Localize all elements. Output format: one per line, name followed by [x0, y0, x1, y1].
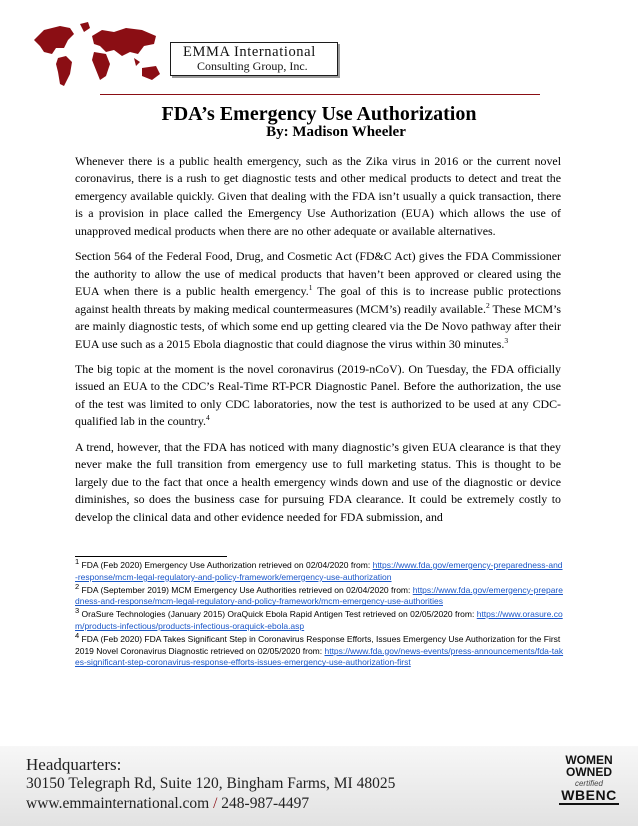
footnote-divider: [75, 556, 227, 557]
footnote-link[interactable]: https://www.fda.gov/news-events/press-announcements/fda-takes-significant-step-coronavirus-response-efforts-issues-emergency-use-authorization-first: [75, 645, 564, 668]
article-byline: By: Madison Wheeler: [266, 124, 406, 140]
badge-divider: [559, 803, 619, 805]
article-body: [75, 153, 561, 534]
paragraph: Section 564 of the Federal Food, Drug, and Cosmetic Act (FD&C Act) gives the FDA Commissioner the authority to allow the use of medical products that haven’t been approved or cleared using the EUA when there is a public health emergency.$^1$ The goal of this is to increase public protections against health threats by making medical countermeasures (MCM’s) readily available.$^2$ These MCM’s are mainly diagnostic tests, of which some end up getting cleared via the De Novo pathway after their EUA use such as a 2015 Ebola diagnostic that could diagnose the virus within 30 minutes.$^3$: [75, 249, 562, 351]
website-link[interactable]: www.emmainternational.com: [26, 795, 210, 812]
footnote-item: $^2$ FDA (September 2019) MCM Emergency Use Authorities retrieved on 02/04/2020 from: https://www.fda.gov/emergency-preparedness-and-response/mcm-legal-regulatory-and-policy-framework/mcm-emergency-use-authorities: [75, 581, 563, 607]
footnotes: [75, 557, 565, 670]
company-logo: [170, 42, 338, 76]
badge-wbenc-text: WBENC: [561, 787, 617, 803]
phone-number: 248-987-4497: [221, 795, 310, 812]
footnote-ref[interactable]: 4: [205, 413, 210, 423]
hq-contact: [26, 795, 309, 813]
women-owned-badge: [549, 754, 629, 816]
footnote-ref[interactable]: 3: [504, 335, 509, 345]
contact-separator: /: [213, 795, 218, 812]
footnote-item: $^4$ FDA (Feb 2020) FDA Takes Significant Step in Coronavirus Response Efforts, Issues Emergency Use Authorization for the First 2019 Novel Coronavirus Diagnostic retrieved on 02/05/2020 from: https://www.fda.gov/news-events/press-announcements/fda-takes-significant-step-coronavirus-response-efforts-issues-emergency-use-authorization-first: [75, 630, 564, 668]
world-map-logo-icon: [30, 18, 170, 93]
page-footer: [0, 746, 638, 826]
footnote-link[interactable]: https://www.orasure.com/products-infectious/products-infectious-oraquick-ebola.asp: [75, 609, 563, 631]
footnote-item: $^1$ FDA (Feb 2020) Emergency Use Authorization retrieved on 02/04/2020 from: https://www.fda.gov/emergency-preparedness-and-response/mcm-legal-regulatory-and-policy-framework/emergency-use-authorization: [75, 557, 563, 582]
paragraph: Whenever there is a public health emergency, such as the Zika virus in 2016 or the current novel coronavirus, there is a rush to get diagnostic tests and other medical products to detect and treat the emergency available quickly. Given that dealing with the FDA isn’t usually a quick transaction, there is a provision in place called the Emergency Use Authorization (EUA) which allows the use of unapproved medical products when there are no other adequate or available alternatives.: [75, 154, 561, 238]
logo-company-name: EMMA International: [183, 44, 316, 60]
hq-label: Headquarters:: [26, 755, 122, 774]
paragraph: The big topic at the moment is the novel coronavirus (2019-nCoV). On Tuesday, the FDA officially issued an EUA to the CDC’s Real-Time RT-PCR Diagnostic Panel. Before the authorization, the use of the test was limited to only CDC laboratories, now the test is authorized to be used at any CDC-qualified lab in the country.$^4$: [75, 361, 561, 429]
paragraph: A trend, however, that the FDA has noticed with many diagnostic’s given EUA clearance is that they never make the full transition from emergency use to full marketing status. This is thought to be largely due to the fact that once a health emergency winds down and use of the diagnostic or device diminishes, so does the business case for pursuing FDA clearance. It could be extremely costly to develop the clinical data and other evidence needed for FDA submission, and: [75, 439, 561, 524]
badge-certified-text: certified: [574, 779, 603, 788]
logo-company-subtitle: Consulting Group, Inc.: [197, 59, 308, 73]
header-divider: [100, 94, 540, 95]
article-title: FDA’s Emergency Use Authorization: [161, 103, 477, 125]
hq-address: 30150 Telegraph Rd, Suite 120, Bingham Farms, MI 48025: [26, 775, 396, 792]
footnote-ref[interactable]: 2: [485, 300, 490, 310]
badge-women-text: WOMEN: [565, 753, 613, 767]
footnote-ref[interactable]: 1: [308, 283, 313, 293]
footnote-link[interactable]: https://www.fda.gov/emergency-preparedness-and-response/mcm-legal-regulatory-and-policy-framework/emergency-use-authorization: [75, 560, 563, 582]
badge-owned-text: OWNED: [566, 765, 612, 779]
footnote-link[interactable]: https://www.fda.gov/emergency-preparedness-and-response/mcm-legal-regulatory-and-policy-framework/mcm-emergency-use-authorities: [75, 584, 563, 607]
footnote-item: $^3$ OraSure Technologies (January 2015) OraQuick Ebola Rapid Antigen Test retrieved on 02/05/2020 from: https://www.orasure.com/products-infectious/products-infectious-oraquick-ebola.asp: [75, 606, 563, 631]
